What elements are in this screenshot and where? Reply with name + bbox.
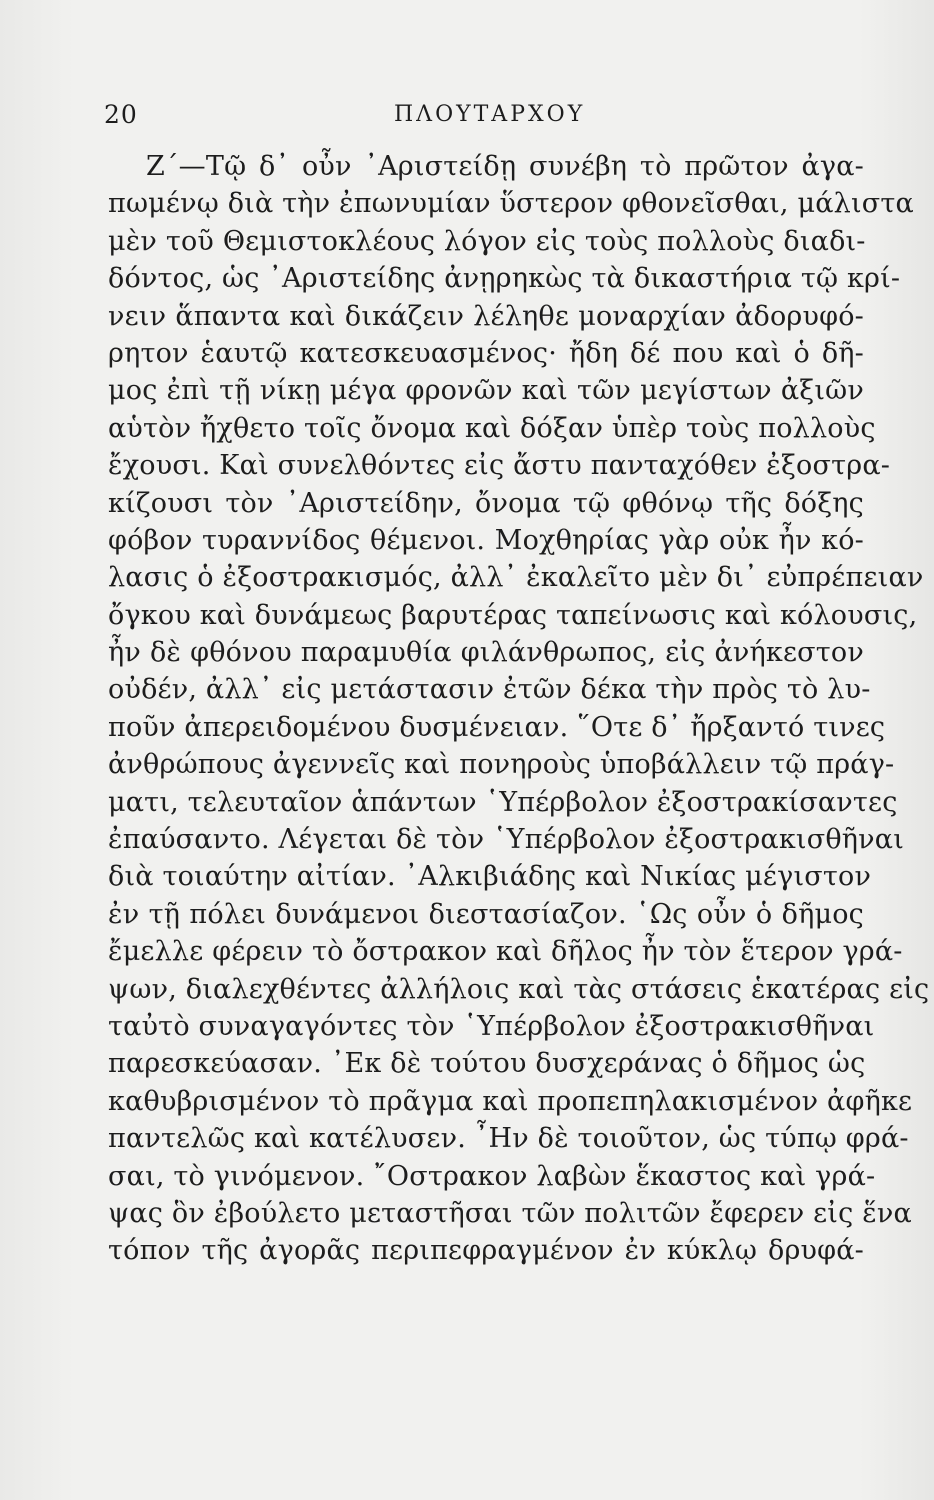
text-line: ποῦν ἀπερειδομένου δυσμένειαν. ῞Οτε δ᾽ ἤρξαντό τινες	[108, 711, 886, 743]
text-line: καθυβρισμένον τὸ πρᾶγμα καὶ προπεπηλακισμένον ἀφῆκε	[108, 1085, 913, 1117]
text-line: νειν ἅπαντα καὶ δικάζειν λέληθε μοναρχίαν ἀδορυφό-	[108, 300, 864, 332]
text-line: ταὐτὸ συναγαγόντες τὸν ῾Υπέρβολον ἐξοστρακισθῆναι	[108, 1010, 875, 1042]
text-line: οὐδέν, ἀλλ᾽ εἰς μετάστασιν ἐτῶν δέκα τὴν πρὸς τὸ λυ-	[108, 674, 871, 706]
page-number: 20	[104, 100, 138, 129]
text-line: δόντος, ὡς ᾽Αριστείδης ἀνῃρηκὼς τὰ δικαστήρια τῷ κρί-	[108, 263, 901, 295]
text-line: ματι, τελευταῖον ἁπάντων ῾Υπέρβολον ἐξοστρακίσαντες	[108, 786, 898, 818]
text-line: διὰ τοιαύτην αἰτίαν. ᾽Αλκιβιάδης καὶ Νικίας μέγιστον	[108, 861, 872, 893]
text-line: ἐν τῇ πόλει δυνάμενοι διεστασίαζον. ῾Ως οὖν ὁ δῆμος	[108, 898, 864, 930]
text-line: αὑτὸν ἤχθετο τοῖς ὄνομα καὶ δόξαν ὑπὲρ τοὺς πολλοὺς	[108, 412, 876, 444]
running-title: ΠΛΟΥΤΑΡΧΟΥ	[394, 102, 586, 127]
text-line: ἔμελλε φέρειν τὸ ὄστρακον καὶ δῆλος ἦν τὸν ἕτερον γρά-	[108, 936, 903, 968]
text-line: ἐπαύσαντο. Λέγεται δὲ τὸν ῾Υπέρβολον ἐξοστρακισθῆναι	[108, 824, 904, 856]
text-line: μος ἐπὶ τῇ νίκῃ μέγα φρονῶν καὶ τῶν μεγίστων ἀξιῶν	[108, 375, 864, 407]
text-line: σαι, τὸ γινόμενον. ῎Οστρακον λαβὼν ἕκαστος καὶ γρά-	[108, 1160, 876, 1192]
text-line: φόβον τυραννίδος θέμενοι. Μοχθηρίας γὰρ οὐκ ἦν κό-	[108, 524, 864, 556]
text-line: ρητον ἑαυτῷ κατεσκευασμένος· ἤδη δέ που καὶ ὁ δῆ-	[108, 337, 864, 369]
body-text	[108, 148, 930, 1270]
text-line: ἔχουσι. Καὶ συνελθόντες εἰς ἄστυ πανταχόθεν ἐξοστρα-	[108, 450, 891, 482]
text-line: Ζ΄—Τῷ δ᾽ οὖν ᾽Αριστείδῃ συνέβη τὸ πρῶτον ἀγα-	[146, 151, 864, 182]
text-line: ἀνθρώπους ἀγεννεῖς καὶ πονηροὺς ὑποβάλλειν τῷ πράγ-	[108, 749, 895, 781]
text-line: μὲν τοῦ Θεμιστοκλέους λόγον εἰς τοὺς πολλοὺς διαδι-	[108, 225, 866, 257]
text-line: τόπον τῆς ἀγορᾶς περιπεφραγμένον ἐν κύκλῳ δρυφά-	[108, 1235, 864, 1267]
text-line: ἦν δὲ φθόνου παραμυθία φιλάνθρωπος, εἰς ἀνήκεστον	[108, 637, 864, 669]
running-head	[104, 100, 864, 136]
text-line: ψας ὃν ἐβούλετο μεταστῆσαι τῶν πολιτῶν ἔφερεν εἰς ἕνα	[108, 1197, 912, 1229]
text-line: λασις ὁ ἐξοστρακισμός, ἀλλ᾽ ἐκαλεῖτο μὲν δι᾽ εὐπρέπειαν	[108, 562, 924, 594]
text-line: ψων, διαλεχθέντες ἀλλήλοις καὶ τὰς στάσεις ἑκατέρας εἰς	[108, 973, 930, 1005]
text-line: παρεσκεύασαν. ᾽Εκ δὲ τούτου δυσχεράνας ὁ δῆμος ὡς	[108, 1048, 866, 1080]
text-line: ὄγκου καὶ δυνάμεως βαρυτέρας ταπείνωσις καὶ κόλουσις,	[108, 599, 918, 631]
text-line: πωμένῳ διὰ τὴν ἐπωνυμίαν ὕστερον φθονεῖσθαι, μάλιστα	[108, 188, 914, 220]
text-line: κίζουσι τὸν ᾽Αριστείδην, ὄνομα τῷ φθόνῳ τῆς δόξης	[108, 487, 864, 519]
text-line: παντελῶς καὶ κατέλυσεν. ῏Ην δὲ τοιοῦτον, ὡς τύπῳ φρά-	[108, 1123, 909, 1155]
